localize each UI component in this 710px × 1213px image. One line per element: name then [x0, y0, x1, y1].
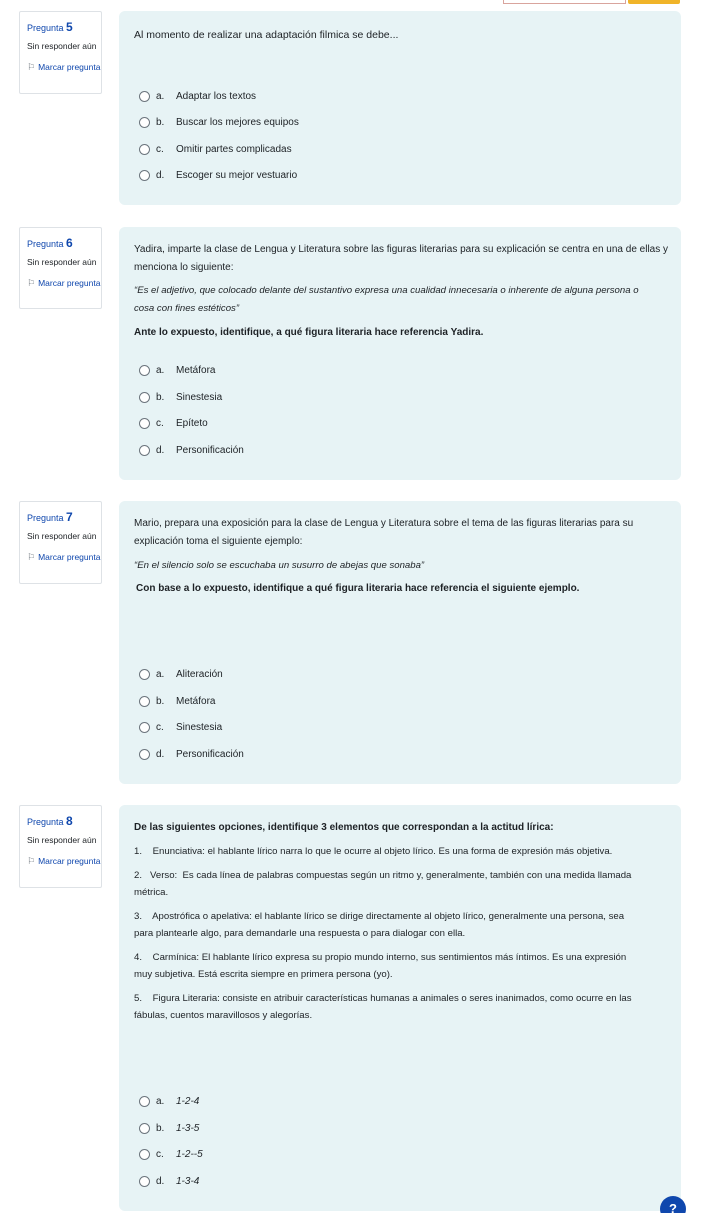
radio-button[interactable] — [139, 1096, 150, 1107]
flag-question-link[interactable]: ⚐ Marcar pregunta — [27, 62, 101, 72]
quote-line: cosa con fines estéticos” — [134, 303, 240, 314]
flag-icon: ⚐ — [27, 278, 36, 288]
radio-button[interactable] — [139, 1123, 150, 1134]
flag-question-link[interactable]: ⚐ Marcar pregunta — [27, 278, 101, 288]
answer-option-c[interactable]: c. Omitir partes complicadas — [139, 141, 292, 157]
question-text-line: menciona lo siguiente: — [134, 262, 234, 273]
question-number: Pregunta 5 — [27, 20, 73, 34]
flag-icon: ⚐ — [27, 62, 36, 72]
question-state: Sin responder aún — [27, 41, 97, 51]
answer-option-b[interactable]: b. Buscar los mejores equipos — [139, 114, 299, 130]
radio-button[interactable] — [139, 392, 150, 403]
list-item-continued: muy subjetiva. Está escrita siempre en primera persona (yo). — [134, 969, 393, 980]
answer-option-a[interactable]: a. Metáfora — [139, 362, 215, 378]
question-text-line: Mario, prepara una exposición para la clase de Lengua y Literatura sobre el tema de las figuras literarias para su — [134, 518, 634, 529]
radio-button[interactable] — [139, 669, 150, 680]
list-item: 1. Enunciativa: el hablante lírico narra lo que le ocurre al objeto lírico. Es una forma de expresión más objetiva. — [134, 846, 613, 857]
answer-option-d[interactable]: d. Personificación — [139, 746, 244, 762]
answer-option-d[interactable]: d. Personificación — [139, 442, 244, 458]
question-number: Pregunta 7 — [27, 510, 73, 524]
answer-option-a[interactable]: a. Adaptar los textos — [139, 88, 256, 104]
question-content-7 — [119, 501, 681, 784]
question-content-8 — [119, 805, 681, 1211]
list-item-continued: para plantearle algo, para demandarle una respuesta o para dialogar con ella. — [134, 928, 466, 939]
radio-button[interactable] — [139, 91, 150, 102]
answer-option-c[interactable]: c. 1-2--5 — [139, 1146, 203, 1162]
answer-option-b[interactable]: b. Metáfora — [139, 693, 215, 709]
quote-line: “Es el adjetivo, que colocado delante del sustantivo expresa una cualidad innecesaria o inherente de alguna persona o — [134, 285, 639, 296]
radio-button[interactable] — [139, 1176, 150, 1187]
question-info-5 — [19, 11, 102, 94]
flag-question-link[interactable]: ⚐ Marcar pregunta — [27, 552, 101, 562]
question-state: Sin responder aún — [27, 531, 97, 541]
radio-button[interactable] — [139, 696, 150, 707]
help-button[interactable]: ? — [660, 1196, 686, 1213]
question-info-8 — [19, 805, 102, 888]
list-item-continued: métrica. — [134, 887, 169, 898]
answer-option-d[interactable]: d. Escoger su mejor vestuario — [139, 167, 297, 183]
answer-option-c[interactable]: c. Sinestesia — [139, 719, 222, 735]
radio-button[interactable] — [139, 749, 150, 760]
question-text: Al momento de realizar una adaptación filmica se debe... — [134, 29, 399, 41]
radio-button[interactable] — [139, 418, 150, 429]
answer-option-b[interactable]: b. Sinestesia — [139, 389, 222, 405]
question-state: Sin responder aún — [27, 835, 97, 845]
question-text-line: explicación toma el siguiente ejemplo: — [134, 536, 303, 547]
radio-button[interactable] — [139, 365, 150, 376]
radio-button[interactable] — [139, 117, 150, 128]
question-number: Pregunta 6 — [27, 236, 73, 250]
answer-option-b[interactable]: b. 1-3-5 — [139, 1120, 199, 1136]
question-info-6 — [19, 227, 102, 309]
list-item: 2. Verso: Es cada línea de palabras compuestas según un ritmo y, generalmente, también con una medida llamada — [134, 870, 632, 881]
list-item: 5. Figura Literaria: consiste en atribuir características humanas a animales o seres inanimados, como ocurre en las — [134, 993, 632, 1004]
question-prompt: Ante lo expuesto, identifique, a qué figura literaria hace referencia Yadira. — [134, 327, 484, 338]
flag-icon: ⚐ — [27, 552, 36, 562]
next-button-edge[interactable] — [628, 0, 680, 4]
answer-option-a[interactable]: a. Aliteración — [139, 666, 223, 682]
radio-button[interactable] — [139, 170, 150, 181]
question-prompt: De las siguientes opciones, identifique 3 elementos que correspondan a la actitud lírica: — [134, 822, 554, 833]
answer-option-c[interactable]: c. Epíteto — [139, 415, 208, 431]
radio-button[interactable] — [139, 722, 150, 733]
question-state: Sin responder aún — [27, 257, 97, 267]
list-item: 4. Carmínica: El hablante lírico expresa su propio mundo interno, sus sentimientos más íntimos. Es una expresión — [134, 952, 627, 963]
radio-button[interactable] — [139, 445, 150, 456]
radio-button[interactable] — [139, 144, 150, 155]
question-prompt: Con base a lo expuesto, identifique a qué figura literaria hace referencia el siguiente ejemplo. — [136, 583, 580, 594]
flag-icon: ⚐ — [27, 856, 36, 866]
question-content-6 — [119, 227, 681, 480]
question-info-7 — [19, 501, 102, 584]
list-item-continued: fábulas, cuentos maravillosos y alegorías. — [134, 1010, 313, 1021]
answer-option-d[interactable]: d. 1-3-4 — [139, 1173, 199, 1189]
answer-option-a[interactable]: a. 1-2-4 — [139, 1093, 199, 1109]
previous-button-outline[interactable] — [503, 0, 626, 4]
quote-line: “En el silencio solo se escuchaba un susurro de abejas que sonaba” — [134, 560, 425, 571]
flag-question-link[interactable]: ⚐ Marcar pregunta — [27, 856, 101, 866]
list-item: 3. Apostrófica o apelativa: el hablante lírico se dirige directamente al objeto lírico, generalmente una persona, sea — [134, 911, 625, 922]
radio-button[interactable] — [139, 1149, 150, 1160]
question-number: Pregunta 8 — [27, 814, 73, 828]
question-content-5 — [119, 11, 681, 205]
question-text-line: Yadira, imparte la clase de Lengua y Literatura sobre las figuras literarias para su explicación se centra en una de ellas y — [134, 244, 668, 255]
